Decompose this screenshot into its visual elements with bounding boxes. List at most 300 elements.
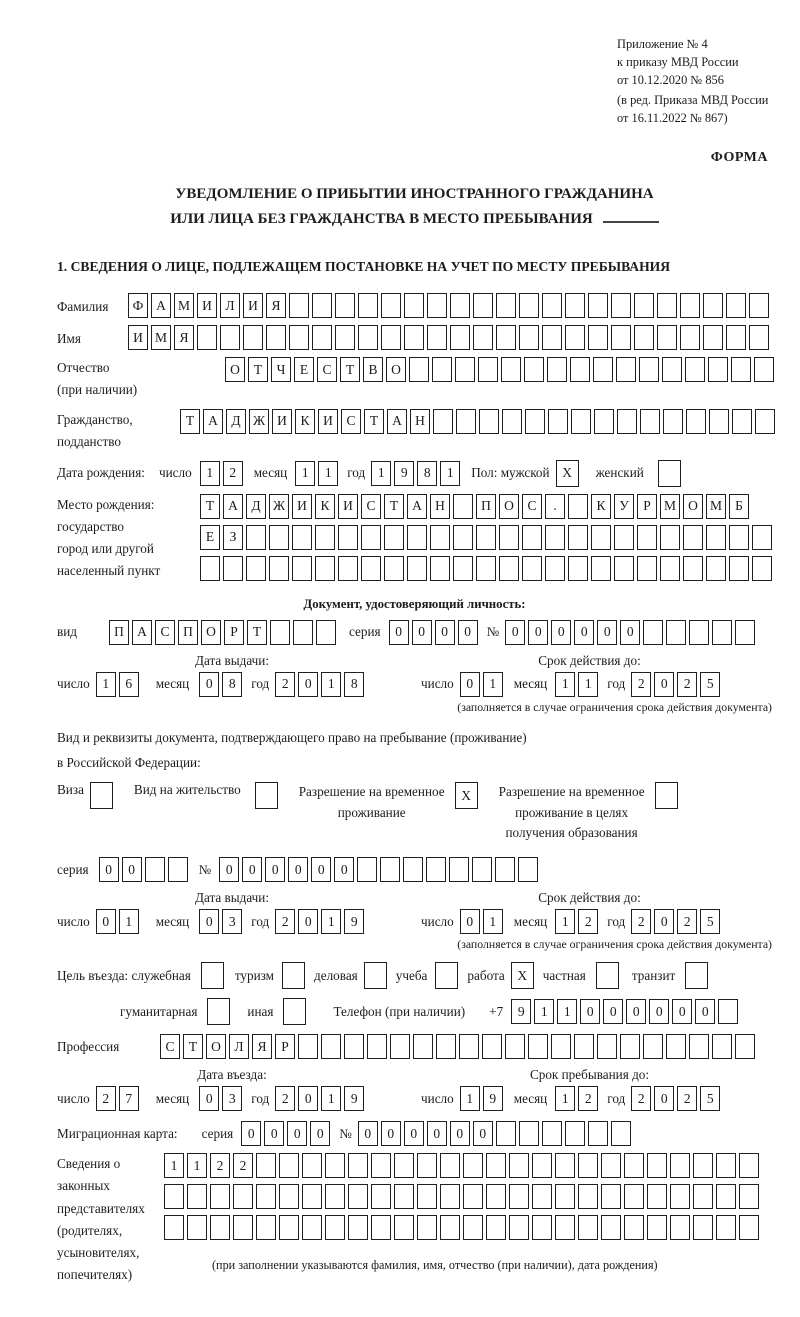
- char-cell[interactable]: [432, 357, 452, 382]
- char-cell[interactable]: 1: [555, 672, 575, 697]
- char-cell[interactable]: [473, 293, 493, 318]
- char-cell[interactable]: О: [206, 1034, 226, 1059]
- char-cell[interactable]: 8: [344, 672, 364, 697]
- char-cell[interactable]: [293, 620, 313, 645]
- res-valid-year-field[interactable]: [631, 909, 723, 934]
- char-cell[interactable]: [501, 357, 521, 382]
- char-cell[interactable]: [315, 556, 335, 581]
- char-cell[interactable]: [338, 556, 358, 581]
- char-cell[interactable]: [427, 325, 447, 350]
- char-cell[interactable]: [407, 525, 427, 550]
- char-cell[interactable]: [472, 857, 492, 882]
- char-cell[interactable]: 7: [119, 1086, 139, 1111]
- char-cell[interactable]: [670, 1184, 690, 1209]
- char-cell[interactable]: [655, 782, 678, 809]
- char-cell[interactable]: [591, 556, 611, 581]
- char-cell[interactable]: 0: [311, 857, 331, 882]
- char-cell[interactable]: [486, 1153, 506, 1178]
- birthplace-field-row1[interactable]: [200, 494, 775, 519]
- char-cell[interactable]: [568, 556, 588, 581]
- char-cell[interactable]: И: [292, 494, 312, 519]
- char-cell[interactable]: [591, 525, 611, 550]
- char-cell[interactable]: 8: [222, 672, 242, 697]
- char-cell[interactable]: [289, 325, 309, 350]
- entry-month-field[interactable]: [199, 1086, 245, 1111]
- char-cell[interactable]: [637, 556, 657, 581]
- char-cell[interactable]: Л: [229, 1034, 249, 1059]
- char-cell[interactable]: [522, 525, 542, 550]
- char-cell[interactable]: С: [361, 494, 381, 519]
- char-cell[interactable]: [210, 1215, 230, 1240]
- char-cell[interactable]: [611, 293, 631, 318]
- char-cell[interactable]: [685, 962, 708, 989]
- char-cell[interactable]: 0: [626, 999, 646, 1024]
- char-cell[interactable]: 2: [631, 909, 651, 934]
- char-cell[interactable]: [731, 357, 751, 382]
- char-cell[interactable]: [440, 1215, 460, 1240]
- char-cell[interactable]: К: [591, 494, 611, 519]
- char-cell[interactable]: [335, 293, 355, 318]
- doc-type-field[interactable]: [109, 620, 339, 645]
- char-cell[interactable]: 0: [265, 857, 285, 882]
- char-cell[interactable]: Ф: [128, 293, 148, 318]
- char-cell[interactable]: [440, 1184, 460, 1209]
- char-cell[interactable]: Т: [248, 357, 268, 382]
- char-cell[interactable]: [542, 293, 562, 318]
- char-cell[interactable]: [435, 962, 458, 989]
- char-cell[interactable]: [486, 1215, 506, 1240]
- char-cell[interactable]: [617, 409, 637, 434]
- char-cell[interactable]: X: [556, 460, 579, 487]
- char-cell[interactable]: [200, 556, 220, 581]
- char-cell[interactable]: Р: [275, 1034, 295, 1059]
- char-cell[interactable]: [367, 1034, 387, 1059]
- char-cell[interactable]: 1: [187, 1153, 207, 1178]
- char-cell[interactable]: Н: [410, 409, 430, 434]
- profession-field[interactable]: [160, 1034, 758, 1059]
- char-cell[interactable]: [463, 1184, 483, 1209]
- char-cell[interactable]: 9: [483, 1086, 503, 1111]
- purpose-transit-checkbox[interactable]: [685, 962, 711, 989]
- char-cell[interactable]: [565, 1121, 585, 1146]
- char-cell[interactable]: [739, 1184, 759, 1209]
- char-cell[interactable]: С: [160, 1034, 180, 1059]
- res-issue-month-field[interactable]: [199, 909, 245, 934]
- char-cell[interactable]: 0: [310, 1121, 330, 1146]
- char-cell[interactable]: [302, 1215, 322, 1240]
- char-cell[interactable]: [545, 525, 565, 550]
- guardians-field-row3[interactable]: [164, 1215, 762, 1240]
- char-cell[interactable]: [683, 525, 703, 550]
- char-cell[interactable]: [409, 357, 429, 382]
- char-cell[interactable]: [594, 409, 614, 434]
- char-cell[interactable]: [689, 620, 709, 645]
- char-cell[interactable]: 1: [440, 461, 460, 486]
- char-cell[interactable]: 0: [649, 999, 669, 1024]
- char-cell[interactable]: 1: [164, 1153, 184, 1178]
- char-cell[interactable]: [680, 325, 700, 350]
- char-cell[interactable]: 0: [96, 909, 116, 934]
- char-cell[interactable]: [703, 293, 723, 318]
- char-cell[interactable]: [246, 525, 266, 550]
- char-cell[interactable]: [417, 1215, 437, 1240]
- char-cell[interactable]: [430, 525, 450, 550]
- char-cell[interactable]: 0: [298, 909, 318, 934]
- char-cell[interactable]: [325, 1184, 345, 1209]
- doc-valid-day-field[interactable]: [460, 672, 506, 697]
- char-cell[interactable]: [312, 293, 332, 318]
- char-cell[interactable]: В: [363, 357, 383, 382]
- char-cell[interactable]: [718, 999, 738, 1024]
- char-cell[interactable]: 0: [597, 620, 617, 645]
- char-cell[interactable]: 0: [199, 909, 219, 934]
- char-cell[interactable]: [344, 1034, 364, 1059]
- char-cell[interactable]: [670, 1215, 690, 1240]
- char-cell[interactable]: [716, 1215, 736, 1240]
- char-cell[interactable]: [197, 325, 217, 350]
- char-cell[interactable]: 0: [505, 620, 525, 645]
- temp-residence-edu-checkbox[interactable]: [655, 782, 681, 809]
- char-cell[interactable]: 2: [233, 1153, 253, 1178]
- char-cell[interactable]: [256, 1153, 276, 1178]
- char-cell[interactable]: [256, 1215, 276, 1240]
- char-cell[interactable]: [338, 525, 358, 550]
- char-cell[interactable]: [384, 525, 404, 550]
- char-cell[interactable]: [243, 325, 263, 350]
- char-cell[interactable]: 0: [298, 1086, 318, 1111]
- char-cell[interactable]: [269, 556, 289, 581]
- entry-year-field[interactable]: [275, 1086, 367, 1111]
- char-cell[interactable]: [168, 857, 188, 882]
- char-cell[interactable]: [394, 1215, 414, 1240]
- char-cell[interactable]: X: [455, 782, 478, 809]
- char-cell[interactable]: [663, 409, 683, 434]
- char-cell[interactable]: [588, 293, 608, 318]
- char-cell[interactable]: [685, 357, 705, 382]
- char-cell[interactable]: [381, 325, 401, 350]
- char-cell[interactable]: 9: [344, 1086, 364, 1111]
- char-cell[interactable]: Т: [364, 409, 384, 434]
- char-cell[interactable]: [478, 357, 498, 382]
- char-cell[interactable]: С: [155, 620, 175, 645]
- char-cell[interactable]: 0: [473, 1121, 493, 1146]
- char-cell[interactable]: [643, 620, 663, 645]
- char-cell[interactable]: П: [476, 494, 496, 519]
- char-cell[interactable]: [201, 962, 224, 989]
- char-cell[interactable]: Л: [220, 293, 240, 318]
- purpose-tourism-checkbox[interactable]: [282, 962, 308, 989]
- char-cell[interactable]: [381, 293, 401, 318]
- char-cell[interactable]: [525, 409, 545, 434]
- char-cell[interactable]: Я: [252, 1034, 272, 1059]
- char-cell[interactable]: [279, 1153, 299, 1178]
- char-cell[interactable]: И: [338, 494, 358, 519]
- char-cell[interactable]: Т: [384, 494, 404, 519]
- char-cell[interactable]: [658, 460, 681, 487]
- birthplace-field-row2[interactable]: [200, 525, 775, 550]
- char-cell[interactable]: [712, 620, 732, 645]
- char-cell[interactable]: Е: [294, 357, 314, 382]
- char-cell[interactable]: [453, 494, 473, 519]
- char-cell[interactable]: [706, 525, 726, 550]
- char-cell[interactable]: 1: [119, 909, 139, 934]
- char-cell[interactable]: [522, 556, 542, 581]
- char-cell[interactable]: 0: [219, 857, 239, 882]
- sex-male-checkbox[interactable]: [556, 460, 582, 487]
- char-cell[interactable]: [570, 357, 590, 382]
- char-cell[interactable]: [482, 1034, 502, 1059]
- char-cell[interactable]: 0: [551, 620, 571, 645]
- res-number-field[interactable]: [219, 857, 541, 882]
- char-cell[interactable]: [568, 494, 588, 519]
- res-valid-month-field[interactable]: [555, 909, 601, 934]
- sex-female-checkbox[interactable]: [658, 460, 684, 487]
- char-cell[interactable]: [739, 1153, 759, 1178]
- char-cell[interactable]: 0: [241, 1121, 261, 1146]
- mig-series-field[interactable]: [241, 1121, 333, 1146]
- char-cell[interactable]: [450, 293, 470, 318]
- char-cell[interactable]: [729, 556, 749, 581]
- residence-permit-checkbox[interactable]: [255, 782, 281, 809]
- char-cell[interactable]: П: [178, 620, 198, 645]
- char-cell[interactable]: [519, 293, 539, 318]
- entry-day-field[interactable]: [96, 1086, 142, 1111]
- char-cell[interactable]: [486, 1184, 506, 1209]
- char-cell[interactable]: [735, 1034, 755, 1059]
- char-cell[interactable]: [519, 1121, 539, 1146]
- char-cell[interactable]: [394, 1184, 414, 1209]
- char-cell[interactable]: 1: [318, 461, 338, 486]
- char-cell[interactable]: 0: [654, 1086, 674, 1111]
- char-cell[interactable]: [321, 1034, 341, 1059]
- char-cell[interactable]: 2: [631, 672, 651, 697]
- char-cell[interactable]: 0: [435, 620, 455, 645]
- char-cell[interactable]: 0: [358, 1121, 378, 1146]
- char-cell[interactable]: О: [201, 620, 221, 645]
- char-cell[interactable]: [634, 325, 654, 350]
- char-cell[interactable]: [666, 620, 686, 645]
- char-cell[interactable]: [545, 556, 565, 581]
- char-cell[interactable]: 5: [700, 672, 720, 697]
- char-cell[interactable]: [524, 357, 544, 382]
- char-cell[interactable]: 3: [222, 909, 242, 934]
- doc-issue-month-field[interactable]: [199, 672, 245, 697]
- char-cell[interactable]: 5: [700, 1086, 720, 1111]
- char-cell[interactable]: 0: [580, 999, 600, 1024]
- char-cell[interactable]: Т: [340, 357, 360, 382]
- char-cell[interactable]: А: [203, 409, 223, 434]
- char-cell[interactable]: [164, 1215, 184, 1240]
- char-cell[interactable]: С: [522, 494, 542, 519]
- char-cell[interactable]: [693, 1215, 713, 1240]
- char-cell[interactable]: [616, 357, 636, 382]
- char-cell[interactable]: 2: [677, 1086, 697, 1111]
- char-cell[interactable]: [548, 409, 568, 434]
- char-cell[interactable]: [639, 357, 659, 382]
- char-cell[interactable]: [703, 325, 723, 350]
- char-cell[interactable]: [555, 1215, 575, 1240]
- char-cell[interactable]: [233, 1184, 253, 1209]
- char-cell[interactable]: [505, 1034, 525, 1059]
- char-cell[interactable]: И: [318, 409, 338, 434]
- char-cell[interactable]: [532, 1215, 552, 1240]
- char-cell[interactable]: [407, 556, 427, 581]
- char-cell[interactable]: [223, 556, 243, 581]
- char-cell[interactable]: [680, 293, 700, 318]
- char-cell[interactable]: [279, 1215, 299, 1240]
- char-cell[interactable]: [726, 325, 746, 350]
- char-cell[interactable]: [624, 1215, 644, 1240]
- char-cell[interactable]: [716, 1184, 736, 1209]
- guardians-field-row1[interactable]: [164, 1153, 762, 1178]
- char-cell[interactable]: [413, 1034, 433, 1059]
- char-cell[interactable]: Д: [246, 494, 266, 519]
- char-cell[interactable]: [601, 1153, 621, 1178]
- char-cell[interactable]: [519, 325, 539, 350]
- char-cell[interactable]: 0: [695, 999, 715, 1024]
- char-cell[interactable]: О: [386, 357, 406, 382]
- char-cell[interactable]: [709, 409, 729, 434]
- char-cell[interactable]: [712, 1034, 732, 1059]
- char-cell[interactable]: 0: [199, 672, 219, 697]
- char-cell[interactable]: 0: [427, 1121, 447, 1146]
- char-cell[interactable]: [266, 325, 286, 350]
- char-cell[interactable]: Я: [266, 293, 286, 318]
- char-cell[interactable]: 2: [223, 461, 243, 486]
- char-cell[interactable]: [453, 556, 473, 581]
- char-cell[interactable]: 1: [321, 672, 341, 697]
- guardians-field-row2[interactable]: [164, 1184, 762, 1209]
- char-cell[interactable]: 2: [210, 1153, 230, 1178]
- char-cell[interactable]: [256, 1184, 276, 1209]
- char-cell[interactable]: [90, 782, 113, 809]
- char-cell[interactable]: И: [197, 293, 217, 318]
- char-cell[interactable]: [207, 998, 230, 1025]
- char-cell[interactable]: Б: [729, 494, 749, 519]
- char-cell[interactable]: [270, 620, 290, 645]
- char-cell[interactable]: 1: [483, 909, 503, 934]
- stay-day-field[interactable]: [460, 1086, 506, 1111]
- char-cell[interactable]: .: [545, 494, 565, 519]
- char-cell[interactable]: [476, 525, 496, 550]
- char-cell[interactable]: 0: [412, 620, 432, 645]
- doc-valid-month-field[interactable]: [555, 672, 601, 697]
- char-cell[interactable]: [449, 857, 469, 882]
- char-cell[interactable]: [361, 556, 381, 581]
- res-issue-year-field[interactable]: [275, 909, 367, 934]
- char-cell[interactable]: 0: [458, 620, 478, 645]
- doc-issue-day-field[interactable]: [96, 672, 142, 697]
- char-cell[interactable]: [614, 556, 634, 581]
- char-cell[interactable]: [657, 325, 677, 350]
- char-cell[interactable]: [361, 525, 381, 550]
- char-cell[interactable]: [325, 1153, 345, 1178]
- char-cell[interactable]: [473, 325, 493, 350]
- char-cell[interactable]: [542, 1121, 562, 1146]
- char-cell[interactable]: [601, 1215, 621, 1240]
- char-cell[interactable]: [643, 1034, 663, 1059]
- char-cell[interactable]: З: [223, 525, 243, 550]
- char-cell[interactable]: 2: [275, 672, 295, 697]
- char-cell[interactable]: [390, 1034, 410, 1059]
- char-cell[interactable]: Р: [224, 620, 244, 645]
- surname-field[interactable]: [128, 293, 772, 318]
- char-cell[interactable]: К: [315, 494, 335, 519]
- char-cell[interactable]: [647, 1215, 667, 1240]
- char-cell[interactable]: 0: [672, 999, 692, 1024]
- char-cell[interactable]: [358, 325, 378, 350]
- char-cell[interactable]: [455, 357, 475, 382]
- birth-month-field[interactable]: [295, 461, 341, 486]
- char-cell[interactable]: [647, 1184, 667, 1209]
- char-cell[interactable]: 0: [620, 620, 640, 645]
- char-cell[interactable]: И: [128, 325, 148, 350]
- char-cell[interactable]: 1: [295, 461, 315, 486]
- char-cell[interactable]: [302, 1153, 322, 1178]
- char-cell[interactable]: [499, 525, 519, 550]
- char-cell[interactable]: 0: [199, 1086, 219, 1111]
- char-cell[interactable]: [620, 1034, 640, 1059]
- char-cell[interactable]: [463, 1215, 483, 1240]
- char-cell[interactable]: 0: [287, 1121, 307, 1146]
- char-cell[interactable]: [292, 556, 312, 581]
- char-cell[interactable]: [430, 556, 450, 581]
- char-cell[interactable]: [578, 1215, 598, 1240]
- stay-year-field[interactable]: [631, 1086, 723, 1111]
- char-cell[interactable]: [496, 1121, 516, 1146]
- mig-number-field[interactable]: [358, 1121, 634, 1146]
- char-cell[interactable]: 2: [275, 1086, 295, 1111]
- char-cell[interactable]: [210, 1184, 230, 1209]
- char-cell[interactable]: [427, 293, 447, 318]
- char-cell[interactable]: [371, 1153, 391, 1178]
- char-cell[interactable]: [255, 782, 278, 809]
- char-cell[interactable]: 1: [578, 672, 598, 697]
- birth-day-field[interactable]: [200, 461, 246, 486]
- birthplace-field-row3[interactable]: [200, 556, 775, 581]
- char-cell[interactable]: 0: [288, 857, 308, 882]
- char-cell[interactable]: [532, 1153, 552, 1178]
- char-cell[interactable]: [315, 525, 335, 550]
- stay-month-field[interactable]: [555, 1086, 601, 1111]
- char-cell[interactable]: М: [706, 494, 726, 519]
- char-cell[interactable]: [593, 357, 613, 382]
- char-cell[interactable]: [689, 1034, 709, 1059]
- char-cell[interactable]: 0: [334, 857, 354, 882]
- char-cell[interactable]: 3: [222, 1086, 242, 1111]
- char-cell[interactable]: Н: [430, 494, 450, 519]
- char-cell[interactable]: [555, 1153, 575, 1178]
- char-cell[interactable]: [749, 293, 769, 318]
- char-cell[interactable]: 2: [578, 1086, 598, 1111]
- char-cell[interactable]: П: [109, 620, 129, 645]
- char-cell[interactable]: О: [683, 494, 703, 519]
- char-cell[interactable]: [568, 525, 588, 550]
- char-cell[interactable]: [283, 998, 306, 1025]
- char-cell[interactable]: [348, 1215, 368, 1240]
- char-cell[interactable]: [282, 962, 305, 989]
- char-cell[interactable]: А: [387, 409, 407, 434]
- purpose-study-checkbox[interactable]: [435, 962, 461, 989]
- char-cell[interactable]: [555, 1184, 575, 1209]
- char-cell[interactable]: [246, 556, 266, 581]
- char-cell[interactable]: К: [295, 409, 315, 434]
- char-cell[interactable]: [380, 857, 400, 882]
- char-cell[interactable]: 1: [555, 1086, 575, 1111]
- char-cell[interactable]: [640, 409, 660, 434]
- char-cell[interactable]: [502, 409, 522, 434]
- res-issue-day-field[interactable]: [96, 909, 142, 934]
